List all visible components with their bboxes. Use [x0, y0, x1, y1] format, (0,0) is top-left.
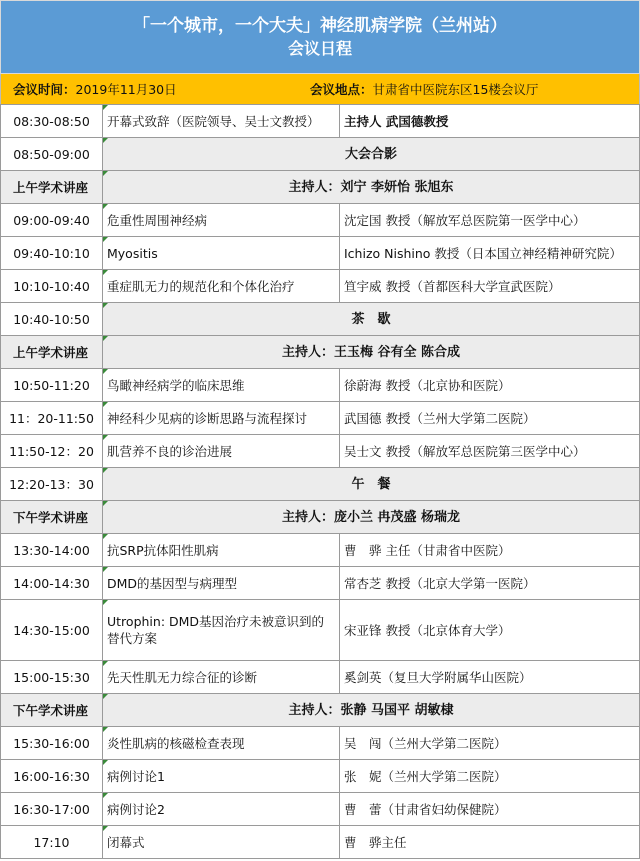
- table-row: [1, 237, 640, 270]
- session-host: 主持人：刘宁 李妍怡 张旭东: [103, 171, 640, 204]
- speaker-cell: 武国德 教授（兰州大学第二医院）: [340, 402, 640, 435]
- topic-cell: 先天性肌无力综合征的诊断: [103, 661, 340, 694]
- session-name: 下午学术讲座: [1, 501, 103, 534]
- meeting-place-value: 甘肃省中医院东区15楼会议厅: [372, 82, 539, 97]
- table-row: [1, 534, 640, 567]
- time-cell: 09:00-09:40: [1, 204, 103, 237]
- table-row: [1, 826, 640, 859]
- speaker-cell: 吴士文 教授（解放军总医院第三医学中心）: [340, 435, 640, 468]
- table-row: [1, 727, 640, 760]
- speaker-cell: 宋亚锋 教授（北京体育大学）: [340, 600, 640, 661]
- break-label: 午 餐: [103, 468, 640, 501]
- schedule-table: [0, 104, 640, 859]
- session-name: 上午学术讲座: [1, 336, 103, 369]
- speaker-cell: 沈定国 教授（解放军总医院第一医学中心）: [340, 204, 640, 237]
- table-row: [1, 793, 640, 826]
- break-row: [1, 138, 640, 171]
- meeting-place: [304, 80, 639, 98]
- time-cell: 15:30-16:00: [1, 727, 103, 760]
- break-row: [1, 468, 640, 501]
- time-cell: 14:30-15:00: [1, 600, 103, 661]
- time-cell: 16:30-17:00: [1, 793, 103, 826]
- table-row: [1, 204, 640, 237]
- table-row: [1, 270, 640, 303]
- session-row: [1, 336, 640, 369]
- meeting-place-label: 会议地点：: [310, 82, 373, 97]
- table-row: [1, 567, 640, 600]
- session-host: 主持人：王玉梅 谷有全 陈合成: [103, 336, 640, 369]
- topic-cell: Utrophin: DMD基因治疗未被意识到的替代方案: [103, 600, 340, 661]
- session-name: 下午学术讲座: [1, 694, 103, 727]
- session-host: 主持人：张静 马国平 胡敏棣: [103, 694, 640, 727]
- table-row: [1, 369, 640, 402]
- topic-cell: 炎性肌病的核磁检查表现: [103, 727, 340, 760]
- time-cell: 17:10: [1, 826, 103, 859]
- time-cell: 10:10-10:40: [1, 270, 103, 303]
- time-cell: 11：20-11:50: [1, 402, 103, 435]
- topic-cell: DMD的基因型与病理型: [103, 567, 340, 600]
- break-label: 大会合影: [103, 138, 640, 171]
- page-subtitle: 会议日程: [287, 39, 352, 58]
- table-row: [1, 760, 640, 793]
- topic-cell: 鸟瞰神经病学的临床思维: [103, 369, 340, 402]
- time-cell: 08:30-08:50: [1, 105, 103, 138]
- topic-cell: 重症肌无力的规范化和个体化治疗: [103, 270, 340, 303]
- speaker-cell: 徐蔚海 教授（北京协和医院）: [340, 369, 640, 402]
- speaker-cell: 张 妮（兰州大学第二医院）: [340, 760, 640, 793]
- time-cell: 13:30-14:00: [1, 534, 103, 567]
- meeting-time-label: 会议时间：: [13, 82, 76, 97]
- table-row: [1, 402, 640, 435]
- break-row: [1, 303, 640, 336]
- table-row: [1, 600, 640, 661]
- topic-cell: 抗SRP抗体阳性肌病: [103, 534, 340, 567]
- topic-cell: 神经科少见病的诊断思路与流程探讨: [103, 402, 340, 435]
- table-row: [1, 661, 640, 694]
- topic-cell: 危重性周围神经病: [103, 204, 340, 237]
- table-row: [1, 105, 640, 138]
- page-title: 「一个城市，一个大夫」神经肌病学院（兰州站）: [133, 16, 507, 36]
- speaker-cell: 曹 骅主任: [340, 826, 640, 859]
- time-cell: 09:40-10:10: [1, 237, 103, 270]
- time-cell: 08:50-09:00: [1, 138, 103, 171]
- session-row: [1, 694, 640, 727]
- topic-cell: 病例讨论2: [103, 793, 340, 826]
- info-bar: [0, 74, 640, 104]
- header-banner: [0, 0, 640, 74]
- topic-cell: 闭幕式: [103, 826, 340, 859]
- speaker-cell: Ichizo Nishino 教授（日本国立神经精神研究院）: [340, 237, 640, 270]
- session-row: [1, 501, 640, 534]
- time-cell: 10:50-11:20: [1, 369, 103, 402]
- speaker-cell: 常杏芝 教授（北京大学第一医院）: [340, 567, 640, 600]
- time-cell: 11:50-12：20: [1, 435, 103, 468]
- topic-cell: 开幕式致辞（医院领导、吴士文教授）: [103, 105, 340, 138]
- meeting-time-value: 2019年11月30日: [75, 82, 177, 97]
- session-name: 上午学术讲座: [1, 171, 103, 204]
- time-cell: 15:00-15:30: [1, 661, 103, 694]
- session-row: [1, 171, 640, 204]
- speaker-cell: 主持人 武国德教授: [340, 105, 640, 138]
- speaker-cell: 曹 蕾（甘肃省妇幼保健院）: [340, 793, 640, 826]
- break-label: 茶 歇: [103, 303, 640, 336]
- session-host: 主持人：庞小兰 冉茂盛 杨瑞龙: [103, 501, 640, 534]
- speaker-cell: 笪宇威 教授（首都医科大学宣武医院）: [340, 270, 640, 303]
- time-cell: 14:00-14:30: [1, 567, 103, 600]
- speaker-cell: 奚剑英（复旦大学附属华山医院）: [340, 661, 640, 694]
- schedule-body: [1, 105, 640, 859]
- speaker-cell: 曹 骅 主任（甘肃省中医院）: [340, 534, 640, 567]
- topic-cell: Myositis: [103, 237, 340, 270]
- topic-cell: 肌营养不良的诊治进展: [103, 435, 340, 468]
- meeting-time: [1, 80, 304, 98]
- speaker-cell: 吴 闯（兰州大学第二医院）: [340, 727, 640, 760]
- time-cell: 16:00-16:30: [1, 760, 103, 793]
- time-cell: 10:40-10:50: [1, 303, 103, 336]
- time-cell: 12:20-13：30: [1, 468, 103, 501]
- topic-cell: 病例讨论1: [103, 760, 340, 793]
- table-row: [1, 435, 640, 468]
